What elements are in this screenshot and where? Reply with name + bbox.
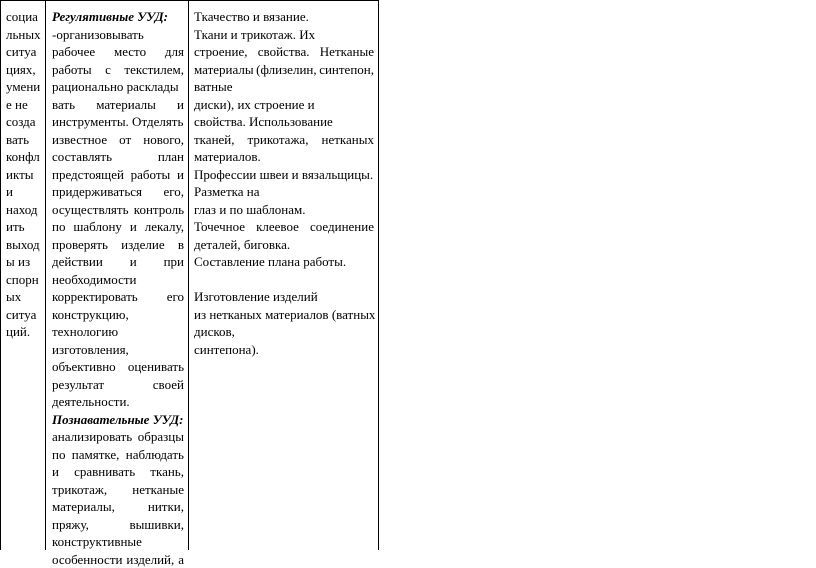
table-border-top: [0, 0, 379, 1]
text-line: материалов.: [194, 148, 374, 166]
text-line: деталей, биговка.: [194, 236, 374, 254]
text-line: свойства. Использование: [194, 113, 374, 131]
column-divider-1: [45, 0, 46, 550]
text-line: деятельности.: [52, 393, 184, 411]
text-line: предстоящей работы и: [52, 166, 184, 184]
text-line: рабочее место для: [52, 43, 184, 61]
text-line: технологию: [52, 323, 184, 341]
text-line: ситуа: [6, 306, 42, 324]
text-line: дисков,: [194, 323, 374, 341]
text-line: конструктивные: [52, 533, 184, 551]
text-line: [194, 271, 374, 289]
text-line: Регулятивные УУД:: [52, 8, 184, 26]
text-line: результат своей: [52, 376, 184, 394]
text-line: ых: [6, 288, 42, 306]
column-uud: [52, 8, 184, 568]
text-line: действии и при: [52, 253, 184, 271]
text-line: ы из: [6, 253, 42, 271]
text-line: созда: [6, 113, 42, 131]
text-line: льных: [6, 26, 42, 44]
text-line: составлять план: [52, 148, 184, 166]
text-line: материалы (флизелин, синтепон,: [194, 61, 374, 79]
text-line: тканей, трикотажа, нетканых: [194, 131, 374, 149]
text-line: корректировать его: [52, 288, 184, 306]
column-content: [194, 8, 374, 358]
text-line: и: [6, 183, 42, 201]
text-line: -организовывать: [52, 26, 184, 44]
text-line: объективно оценивать: [52, 358, 184, 376]
text-line: циях,: [6, 61, 42, 79]
column-divider-2: [188, 0, 189, 550]
text-line: Точечное клеевое соединение: [194, 218, 374, 236]
text-line: по шаблону и лекалу,: [52, 218, 184, 236]
text-line: и сравнивать ткань,: [52, 463, 184, 481]
text-line: работы с текстилем,: [52, 61, 184, 79]
text-line: строение, свойства. Нетканые: [194, 43, 374, 61]
text-line: ций.: [6, 323, 42, 341]
text-line: трикотаж, нетканые: [52, 481, 184, 499]
text-line: синтепона).: [194, 341, 374, 359]
table-border-right: [378, 0, 379, 550]
text-line: выход: [6, 236, 42, 254]
table-border-left: [0, 0, 1, 550]
text-line: Ткачество и вязание.: [194, 8, 374, 26]
text-line: пряжу, вышивки,: [52, 516, 184, 534]
text-line: особенности изделий, а: [52, 551, 184, 568]
text-line: Познавательные УУД:: [52, 411, 184, 429]
text-line: осуществлять контроль: [52, 201, 184, 219]
text-line: вать: [6, 131, 42, 149]
text-line: проверять изделие в: [52, 236, 184, 254]
text-line: спорн: [6, 271, 42, 289]
text-line: диски), их строение и: [194, 96, 374, 114]
column-skills: [6, 8, 42, 341]
text-line: по памятке, наблюдать: [52, 446, 184, 464]
text-line: ватные: [194, 78, 374, 96]
text-line: Составление плана работы.: [194, 253, 374, 271]
text-line: необходимости: [52, 271, 184, 289]
text-line: изготовления,: [52, 341, 184, 359]
text-line: известное от нового,: [52, 131, 184, 149]
text-line: конфл: [6, 148, 42, 166]
text-line: социа: [6, 8, 42, 26]
text-line: Профессии швеи и вязальщицы.: [194, 166, 374, 184]
text-line: материалы, нитки,: [52, 498, 184, 516]
text-line: глаз и по шаблонам.: [194, 201, 374, 219]
text-line: ить: [6, 218, 42, 236]
text-line: вать материалы и: [52, 96, 184, 114]
text-line: Изготовление изделий: [194, 288, 374, 306]
text-line: рационально расклады: [52, 78, 184, 96]
text-line: наход: [6, 201, 42, 219]
text-line: придерживаться его,: [52, 183, 184, 201]
text-line: конструкцию,: [52, 306, 184, 324]
text-line: Ткани и трикотаж. Их: [194, 26, 374, 44]
text-line: анализировать образцы: [52, 428, 184, 446]
text-line: е не: [6, 96, 42, 114]
text-line: умени: [6, 78, 42, 96]
text-line: Разметка на: [194, 183, 374, 201]
text-line: икты: [6, 166, 42, 184]
text-line: инструменты. Отделять: [52, 113, 184, 131]
text-line: ситуа: [6, 43, 42, 61]
text-line: из нетканых материалов (ватных: [194, 306, 374, 324]
